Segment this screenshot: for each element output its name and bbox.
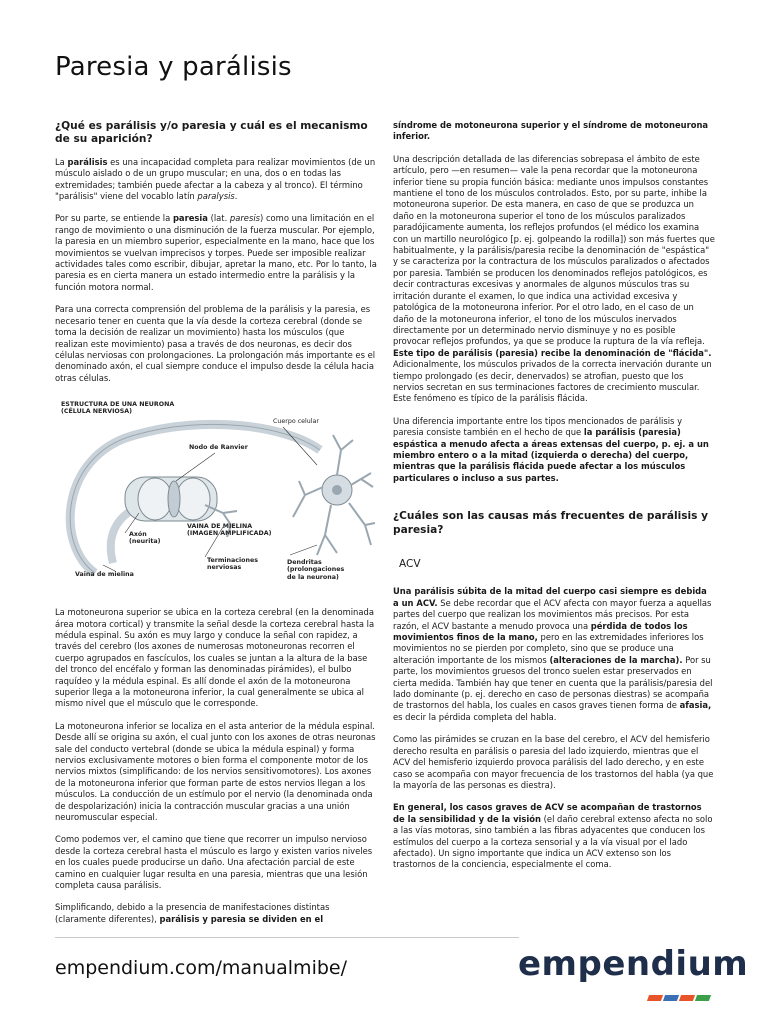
brand-bar — [679, 995, 695, 1001]
figure-title: ESTRUCTURA DE UNA NEURONA (CÉLULA NERVIOSA) — [61, 401, 175, 416]
brand-bar — [663, 995, 679, 1001]
figure-label-axon: Axón (neurita) — [129, 531, 161, 546]
paragraph: Una diferencia importante entre los tipos mencionados de parálisis y paresia consiste también en el hecho de que la parálisis (paresia) espástica a menudo afecta a áreas extensas del cuerpo, p. ej. a un miembro entero o a la mitad (izquierda o derecha) del cuerpo, mientras que la parálisis flácida puede afectar a los músculos particulares o incluso a sus partes. — [393, 415, 709, 483]
paragraph: Como podemos ver, el camino que tiene que recorrer un impulso nervioso desde la corteza cerebral hasta el músculo es largo y existen varios niveles en los cuales puede producirse un daño. Una afectación parcial de este camino en cualquier lugar resulta en una paresia, mientras que una lesión completa causa parálisis. — [55, 834, 373, 891]
continued-heading: síndrome de motoneurona superior y el síndrome de motoneurona inferior. — [393, 120, 709, 142]
section-heading-causas: ¿Cuáles son las causas más frecuentes de parálisis y paresia? — [393, 510, 709, 536]
footer-divider — [55, 937, 519, 938]
right-column — [393, 120, 715, 882]
brand-logo: empendium — [518, 944, 749, 984]
page-title: Paresia y parálisis — [55, 52, 292, 82]
ranvier-node-icon — [168, 481, 180, 517]
figure-label-dendritas: Dendritas (prolongaciones de la neurona) — [287, 559, 345, 581]
figure-label-vaina-amp: VAINA DE MIELINA (IMAGEN AMPLIFICADA) — [187, 523, 272, 538]
myelin-section-icon — [176, 478, 210, 520]
brand-bar — [647, 995, 663, 1001]
figure-label-vaina: Vaina de mielina — [75, 571, 134, 579]
neuron-figure — [55, 395, 377, 585]
paragraph: Por su parte, se entiende la paresia (lat. paresis) como una limitación en el rango de movimiento o una disminución de la fuerza muscular. Por ejemplo, la paresia en un miembro superior, especialmente en la mano, hace que los movimientos se vuelvan imprecisos y torpes. Puede ser imposible realizar actividades tales como escribir, dibujar, apretar la mano, etc. Por lo tanto, la paresia es en cierta manera un estado intermedio entre la parálisis y la función motora normal. — [55, 213, 377, 292]
myelin-section-icon — [138, 478, 172, 520]
footer-url[interactable]: empendium.com/manualmibe/ — [55, 957, 347, 979]
subsection-label-acv: ACV — [399, 558, 421, 570]
left-column — [55, 120, 377, 936]
brand-color-bars — [648, 986, 712, 992]
paragraph: Simplificando, debido a la presencia de manifestaciones distintas (claramente diferentes), parálisis y paresia se dividen en el — [55, 902, 330, 924]
paragraph: Una parálisis súbita de la mitad del cuerpo casi siempre es debida a un ACV. Se debe recordar que el ACV afecta con mayor fuerza a aquellas partes del cuerpo que realizan los movimientos más precisos. Por esta razón, el ACV bastante a menudo provoca una pérdida de todos los movimientos finos de la mano, pero en las extremidades inferiores los movimientos no se pierden por completo, sino que se produce una alteración importante de los mismos (alteraciones de la marcha). Por su parte, los movimientos gruesos del tronco suelen estar preservados en cierta medida. También hay que tener en cuenta que la parálisis/paresia del lado dominante (p. ej. derecho en caso de personas diestras) se acompaña de trastornos del habla, los cuales en casos graves tienen forma de afasia, es decir la pérdida completa del habla. — [393, 586, 713, 722]
paragraph: Como las pirámides se cruzan en la base del cerebro, el ACV del hemisferio derecho resulta en parálisis o paresia del lado izquierdo, mientras que el ACV del hemisferio izquierdo provoca parálisis del lado derecho, y en este caso se acompaña con mayor frecuencia de los trastornos del habla (ya que la mayoría de las personas es diestra). — [393, 734, 714, 790]
figure-label-nodo: Nodo de Ranvier — [189, 444, 248, 452]
figure-label-terminaciones: Terminaciones nerviosas — [207, 557, 259, 572]
figure-label-cuerpo: Cuerpo celular — [273, 418, 319, 426]
paragraph: La motoneurona inferior se localiza en el asta anterior de la médula espinal. Desde allí se origina su axón, el cual junto con los axones de otras neuronas sale del conducto vertebral (donde se ubica la médula espinal) y forma nervios exclusivamente motores o bien forma el componente motor de los nervios mixtos (simplificando: de los nervios sensitivomotores). Los axones de la motoneurona inferior que forman parte de estos nervios llegan a los músculos. La conducción de un estímulo por el nervio (la denominada onda de despolarización) inicia la contracción muscular gracias a una unión neuromuscular especial. — [55, 720, 376, 823]
section-heading-que-es: ¿Qué es parálisis y/o paresia y cuál es el mecanismo de su aparición? — [55, 120, 368, 146]
paragraph: En general, los casos graves de ACV se acompañan de trastornos de la sensibilidad y de la visión (el daño cerebral extenso afecta no solo a las vías motoras, sino también a las fibras adyacentes que conducen los estímulos del cuerpo a la corteza sensorial y a la vía visual por el lado afectado). Un signo importante que indica un ACV extenso son los trastornos de la conciencia, especialmente el coma. — [393, 802, 713, 870]
paragraph: Una descripción detallada de las diferencias sobrepasa el ámbito de este artículo, pero —en resumen— vale la pena recordar que la motoneurona inferior tiene su propia función básica: mediante unos impulsos constantes mantiene el tono de los músculos controlados. Esto, por su parte, inhibe la motoneurona superior. De esta manera, en caso de que se produzca un daño en la motoneurona superior el tono de los músculos paralizados paradójicamente aumenta, los reflejos profundos (el médico los examina con un martillo neurológico [p. ej. golpeando la rodilla]) son más fuertes que habitualmente, y la parálisis/paresia recibe la denominación de "espástica" y se caracteriza por la contractura de los músculos paralizados o afectados por paresia. También se producen los denominados reflejos patológicos, es decir contracturas excesivas y anormales de algunos músculos tras su irritación durante el examen, lo que indica una actividad excesiva y patológica de la motoneurona inferior. Por el otro lado, en el caso de un daño de la motoneurona inferior, el tono de los músculos inervados directamente por un determinado nervio disminuye y no es posible provocar reflejos profundos, ya que se produce la ruptura de la vía refleja. Este tipo de parálisis (paresia) recibe la denominación de "flácida". Adicionalmente, los músculos privados de la correcta inervación durante un tiempo prolongado (es decir, denervados) se atrofian, puesto que los nervios secretan en sus terminaciones factores de crecimiento muscular. Este fenómeno es típico de la parálisis flácida. — [393, 153, 715, 404]
brand-bar — [695, 995, 711, 1001]
paragraph: La motoneurona superior se ubica en la corteza cerebral (en la denominada área motora cortical) y transmite la señal desde la corteza cerebral hasta la médula espinal. Su axón es muy largo y conduce la señal con rapidez, a través del cerebro (los axones de numerosas motoneuronas recorren el cuerpo agrupados en fascículos, los cuales se juntan a la altura de la base del tronco del encéfalo y forman las denominadas pirámides), el bulbo raquídeo y la médula espinal. Es allí donde el axón de la motoneurona superior llega a la motoneurona inferior, la cual generalmente se ubica al mismo nivel que el músculo que le corresponde. — [55, 607, 375, 709]
nucleus-icon — [332, 485, 342, 495]
paragraph: Para una correcta comprensión del problema de la parálisis y la paresia, es necesario tener en cuenta que la vía desde la corteza cerebral (donde se toma la decisión de realizar un movimiento) hasta los músculos (que realizan este movimiento) pasa a través de dos neuronas, es decir dos células nerviosas con prolongaciones. La prolongación más importante es el denominado axón, el cual siempre conduce el impulso desde la célula hacia otras células. — [55, 304, 376, 383]
paragraph: La parálisis es una incapacidad completa para realizar movimientos (de un músculo aislado o de un grupo muscular; en una, dos o en todas las extremidades; también puede afectar a la cabeza y al tronco). El término "parálisis" viene del vocablo latín paralysis. — [55, 156, 376, 202]
